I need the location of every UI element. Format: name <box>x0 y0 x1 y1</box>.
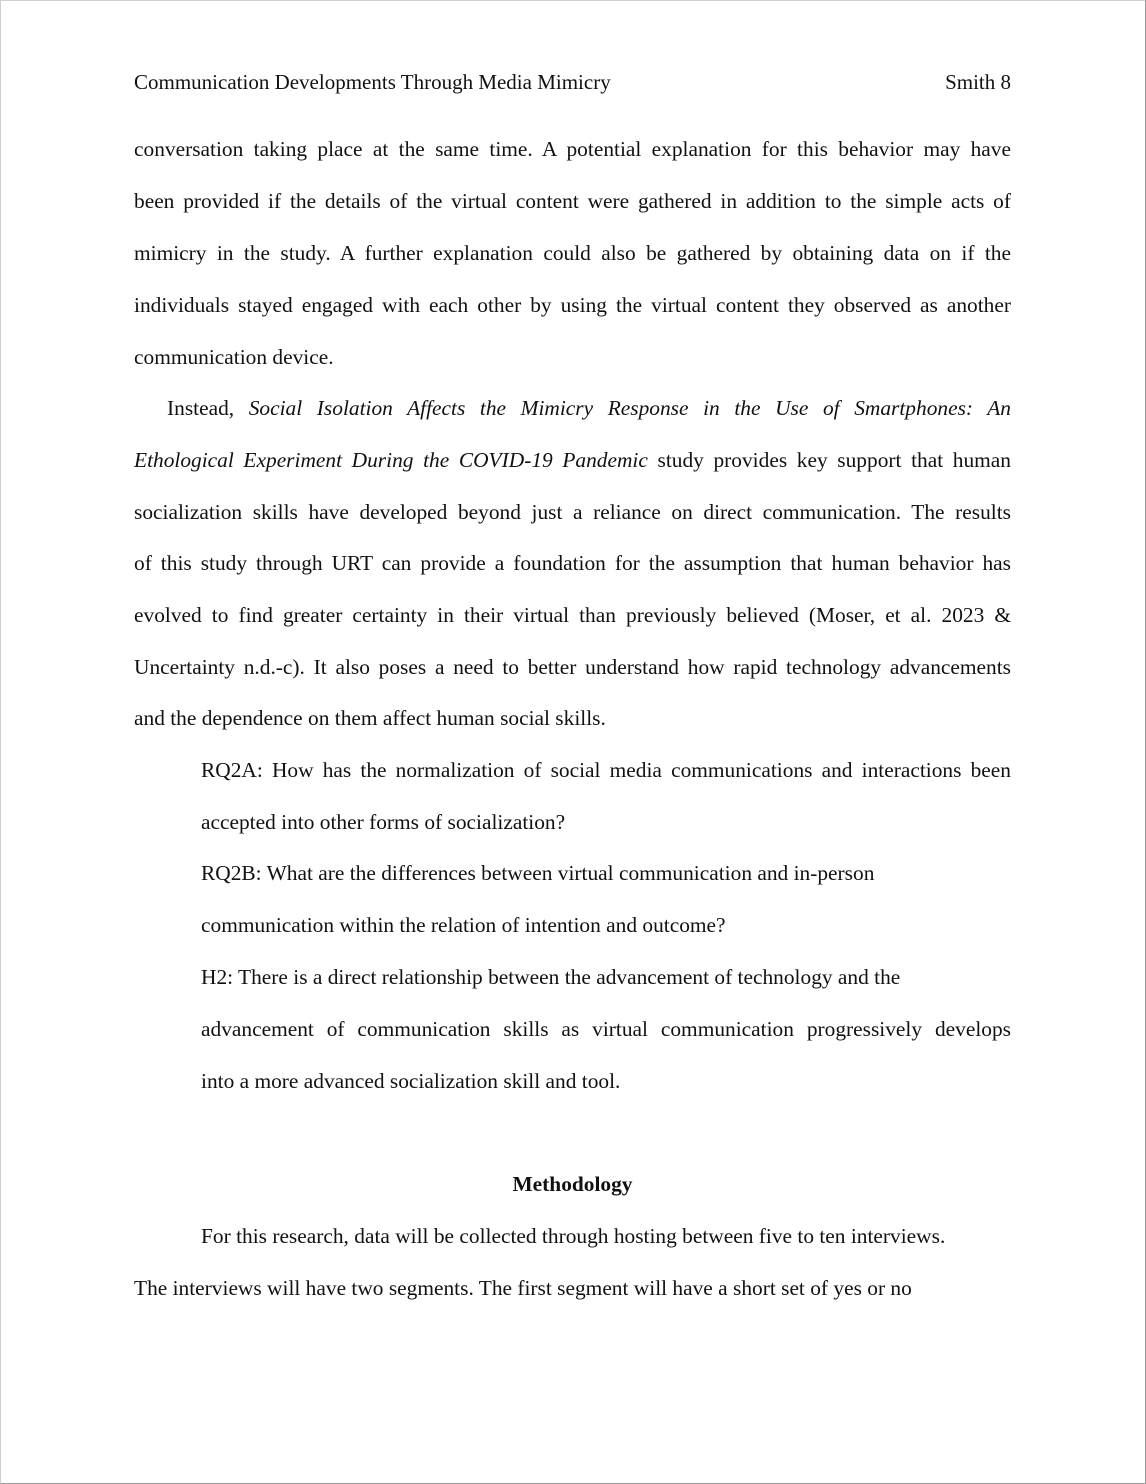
body-line: evolved to find greater certainty in their virtual than previously believed (Moser, et al. 2023 & <box>134 603 1011 627</box>
hypothesis-h2: H2: There is a direct relationship between the advancement of technology and the <box>201 965 901 989</box>
body-line: communication device. <box>134 345 334 369</box>
body-line: conversation taking place at the same time. A potential explanation for this behavior may have <box>134 137 1011 161</box>
page-number: Smith 8 <box>945 70 1011 94</box>
body-line: individuals stayed engaged with each other by using the virtual content they observed as another <box>134 293 1011 317</box>
section-heading: Methodology <box>512 1172 633 1196</box>
research-question-rq2a-cont: accepted into other forms of socialization? <box>201 810 566 834</box>
study-title-part1: Social Isolation Affects the Mimicry Response in the Use of Smartphones: An <box>248 396 1012 420</box>
research-question-rq2a: RQ2A: How has the normalization of social media communications and interactions been <box>201 758 1011 782</box>
body-line: For this research, data will be collected through hosting between five to ten interviews. <box>201 1224 946 1248</box>
running-header <box>134 66 1011 98</box>
running-title: Communication Developments Through Media Mimicry <box>134 70 611 94</box>
body-line-with-study-title <box>167 391 1011 425</box>
body-line: and the dependence on them affect human social skills. <box>134 706 606 730</box>
body-line: mimicry in the study. A further explanation could also be gathered by obtaining data on if the <box>134 241 1011 265</box>
body-line: The interviews will have two segments. The first segment will have a short set of yes or no <box>134 1276 912 1300</box>
body-line-with-study-title <box>134 443 1011 477</box>
research-question-rq2b: RQ2B: What are the differences between virtual communication and in-person <box>201 861 875 885</box>
hypothesis-h2-cont: advancement of communication skills as virtual communication progressively develops <box>201 1017 1011 1041</box>
research-question-rq2b-cont: communication within the relation of intention and outcome? <box>201 913 726 937</box>
study-title-part2: Ethological Experiment During the COVID-19 Pandemic <box>134 448 648 472</box>
body-line: of this study through URT can provide a foundation for the assumption that human behavior has <box>134 551 1011 575</box>
lead-text: Instead, <box>167 396 249 420</box>
hypothesis-h2-cont: into a more advanced socialization skill and tool. <box>201 1069 621 1093</box>
body-text: study provides key support that human <box>647 448 1011 472</box>
body-line: been provided if the details of the virtual content were gathered in addition to the simple acts of <box>134 189 1011 213</box>
body-line: Uncertainty n.d.-c). It also poses a need to better understand how rapid technology advancements <box>134 655 1011 679</box>
body-line: socialization skills have developed beyond just a reliance on direct communication. The results <box>134 500 1011 524</box>
